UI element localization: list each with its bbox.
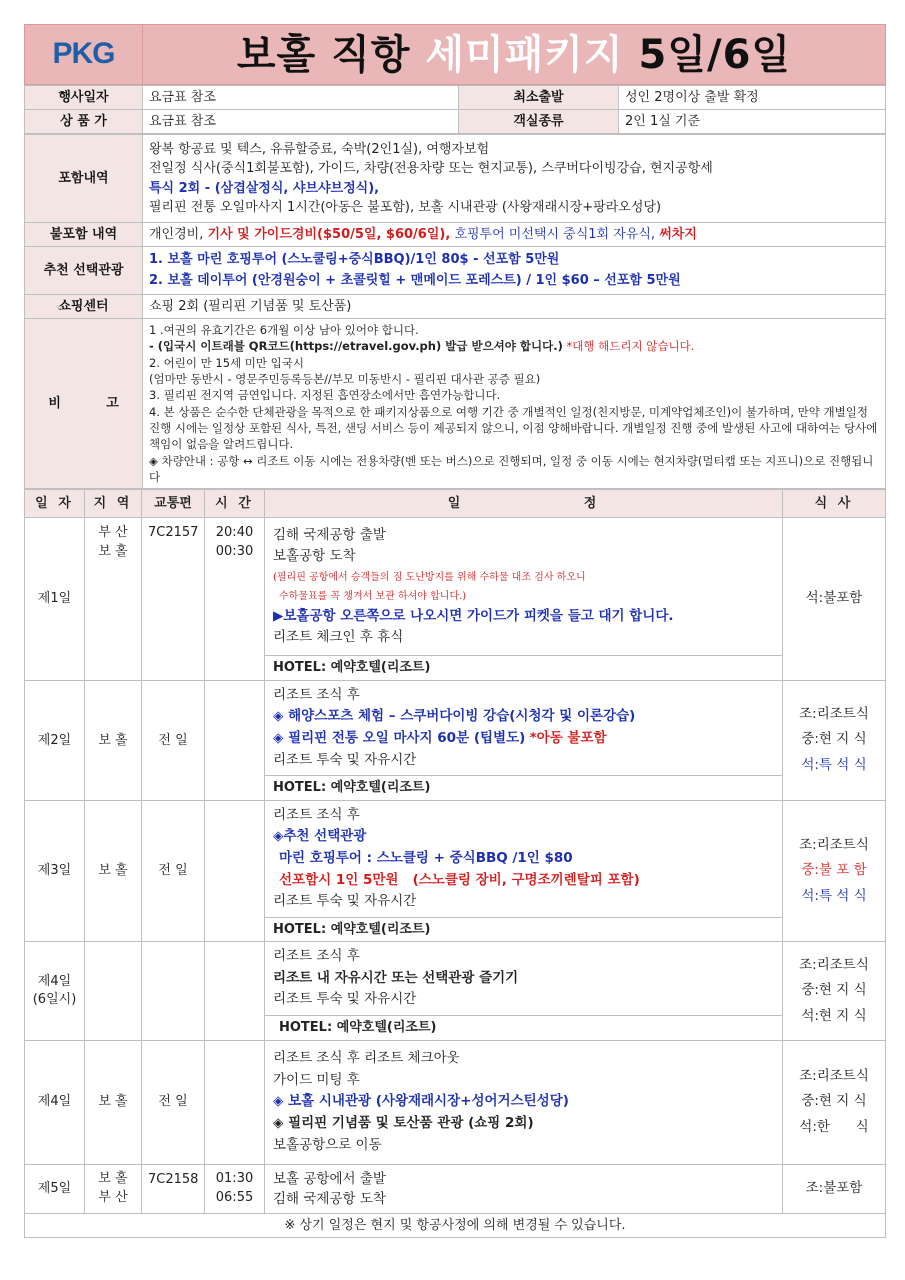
day4-6day-hotel: HOTEL: 예약호텔(리조트) [265, 1016, 783, 1041]
room-type-label: 객실종류 [459, 110, 619, 134]
day4-meal-2: 중:현 지 식 [801, 1093, 867, 1110]
note-2 [149, 338, 879, 354]
company-logo: PKG [25, 25, 143, 85]
day3-label: 제3일 [25, 800, 85, 942]
day1-meals [783, 518, 886, 681]
option-tour-label: 추천 선택관광 [25, 247, 143, 295]
day1-item-6: 리조트 체크인 후 휴식 [273, 629, 404, 646]
day2-time [205, 680, 265, 800]
details-table [24, 134, 886, 489]
date-value: 요금표 참조 [143, 86, 459, 110]
page-title [143, 25, 886, 85]
note-4: (엄마만 동반시 - 영문주민등록등본//부모 미동반시 - 필리핀 대사관 공증 필요) [149, 371, 541, 386]
shopping-label: 쇼핑센터 [25, 295, 143, 319]
day1-item-5: ▶보홀공항 오른쪽으로 나오시면 가이드가 피켓을 들고 대기 합니다. [273, 607, 674, 624]
header-table [24, 24, 886, 85]
day4-6day-item-2: 리조트 내 자유시간 또는 선택관광 즐기기 [273, 969, 519, 986]
day3-item-2: ◈추천 선택관광 [273, 828, 367, 845]
exclude-a: 개인경비, [149, 226, 204, 242]
day3-time [205, 800, 265, 942]
col-time: 시 간 [205, 490, 265, 518]
day2-item-4: 리조트 투숙 및 자유시간 [273, 751, 417, 768]
day3-item-1: 리조트 조식 후 [273, 806, 360, 823]
day1-label: 제1일 [25, 518, 85, 681]
day4-item-3: ◈ 보홀 시내관광 (사왕재래시장+성어거스틴성당) [273, 1093, 569, 1110]
day2-meals [783, 680, 886, 800]
info-table [24, 85, 886, 134]
day4-6day-transport [142, 942, 205, 1040]
note-7: ◈ 차량안내 : 공항 ↔ 리조트 이동 시에는 전용차량(벤 또는 버스)으로 진행되며, 일정 중 이동 시에는 현지차량(멀티캡 또는 지프니)으로 진행됩니다 [149, 453, 874, 484]
col-date: 일 자 [25, 490, 85, 518]
include-line-4: 필리핀 전통 오일마사지 1시간(아동은 불포함), 보홀 시내관광 (사왕재래시장+팡라오성당) [149, 200, 662, 215]
day4-6day-time [205, 942, 265, 1040]
exclude-c: 호핑투어 미선택시 중식1회 자유식, [454, 226, 656, 242]
day2-massage: ◈ 필리핀 전통 오일 마사지 60분 (팁별도) [273, 730, 526, 747]
note-1: 1 .여권의 유효기간은 6개월 이상 남아 있어야 합니다. [149, 323, 419, 337]
day3-schedule [265, 800, 783, 917]
price-value: 요금표 참조 [143, 110, 459, 134]
day3-item-4: 선포함시 1인 5만원 (스노클링 장비, 구명조끼렌탈피 포함) [279, 871, 640, 888]
day1-item-3: (필리핀 공항에서 승객들의 짐 도난방지를 위해 수하물 대조 검사 하오니 [273, 571, 586, 583]
day1-time: 20:40 00:30 [205, 518, 265, 681]
day3-meals [783, 800, 886, 942]
price-label: 상 품 가 [25, 110, 143, 134]
day4-6day-region [85, 942, 142, 1040]
day1-item-2: 보홀공항 도착 [273, 548, 356, 565]
day4-6day-item-3: 리조트 투숙 및 자유시간 [273, 991, 417, 1008]
option-tour-value [143, 247, 886, 295]
col-region: 지 역 [85, 490, 142, 518]
option-tour-2: 2. 보홀 데이투어 (안경원숭이 + 초콜릿힐 + 맨메이드 포레스트) / 1인 $60 – 선포함 5만원 [149, 272, 681, 288]
day1-schedule [265, 518, 783, 656]
day2-child-note: *아동 불포함 [529, 730, 607, 747]
day2-schedule [265, 680, 783, 775]
note-6: 4. 본 상품은 순수한 단체관광을 목적으로 한 패키지상품으로 여행 기간 중 개별적인 일정(친지방문, 미계약업체조인)이 불가하며, 만약 개별일정 진행 시에는 일정상 포함된 식사, 특전, 샌딩 서비스 등이 제공되지 않으니, 이점 양해바랍니다. 개별일정 진행 중에 발생된 사고에 대하여는 당사에 책임이 없음을 알려드립니다. [149, 404, 878, 452]
day1-region: 부 산 보 홀 [85, 518, 142, 681]
title-part-1: 보홀 직항 [236, 31, 411, 78]
day2-region: 보 홀 [85, 680, 142, 800]
day2-transport: 전 일 [142, 680, 205, 800]
day5-item-2: 김해 국제공항 도착 [273, 1190, 386, 1207]
day1-meal-1: 석:불포함 [805, 590, 863, 607]
footer-note: ※ 상기 일정은 현지 및 항공사정에 의해 변경될 수 있습니다. [25, 1214, 886, 1238]
day4-6day-meal-2: 중:현 지 식 [801, 982, 867, 999]
day1-item-4: 수하물표를 꼭 챙겨서 보관 하셔야 합니다.) [279, 590, 467, 602]
day3-meal-2: 중:불 포 함 [801, 862, 867, 879]
day4-schedule [265, 1040, 783, 1164]
date-label: 행사일자 [25, 86, 143, 110]
day5-transport: 7C2158 [142, 1164, 205, 1214]
exclude-value [143, 223, 886, 247]
include-label: 포함내역 [25, 135, 143, 223]
day3-meal-1: 조:리조트식 [799, 836, 869, 853]
day3-meal-3: 석:특 석 식 [801, 887, 867, 904]
exclude-label: 불포함 내역 [25, 223, 143, 247]
day3-item-5: 리조트 투숙 및 자유시간 [273, 893, 417, 910]
min-departure-label: 최소출발 [459, 86, 619, 110]
day3-transport: 전 일 [142, 800, 205, 942]
itinerary-page [24, 24, 886, 1238]
title-part-3: 5일/6일 [638, 31, 792, 78]
day1-hotel: HOTEL: 예약호텔(리조트) [265, 656, 783, 681]
day2-hotel: HOTEL: 예약호텔(리조트) [265, 776, 783, 801]
day4-label: 제4일 [25, 1040, 85, 1164]
notes-value [143, 319, 886, 489]
include-line-2: 전일정 식사(중식1회불포함), 가이드, 차량(전용차량 또는 현지교통), 스쿠버다이빙강습, 현지공항세 [149, 161, 713, 176]
day4-6day-meal-1: 조:리조트식 [799, 956, 869, 973]
note-3: 2. 어린이 만 15세 미만 입국시 [149, 355, 304, 370]
room-type-value: 2인 1실 기준 [619, 110, 886, 134]
note-2-warning: *대행 해드리지 않습니다. [566, 339, 695, 354]
day2-meal-2: 중:현 지 식 [801, 731, 867, 748]
min-departure-value: 성인 2명이상 출발 확정 [619, 86, 886, 110]
day2-meal-1: 조:리조트식 [799, 705, 869, 722]
day4-6day-label: 제4일 (6일시) [25, 942, 85, 1040]
day5-meal-1: 조:불포함 [805, 1180, 863, 1197]
option-tour-1: 1. 보홀 마린 호핑투어 (스노쿨링+중식BBQ)/1인 80$ - 선포함 5만원 [149, 252, 560, 268]
shopping-value: 쇼핑 2회 (필리핀 기념품 및 토산품) [143, 295, 886, 319]
exclude-d: 써차지 [659, 226, 697, 242]
day5-time: 01:30 06:55 [205, 1164, 265, 1214]
col-transport: 교통편 [142, 490, 205, 518]
day4-time [205, 1040, 265, 1164]
day5-schedule [265, 1164, 783, 1214]
day4-transport: 전 일 [142, 1040, 205, 1164]
day5-meals [783, 1164, 886, 1214]
day4-6day-item-1: 리조트 조식 후 [273, 948, 360, 965]
day4-6day-meal-3: 석:현 지 식 [801, 1007, 867, 1024]
day4-6day-schedule [265, 942, 783, 1016]
exclude-b: 기사 및 가이드경비($50/5일, $60/6일), [207, 226, 451, 242]
title-part-2: 세미패키지 [425, 31, 624, 78]
day1-transport: 7C2157 [142, 518, 205, 681]
day5-region: 보 홀 부 산 [85, 1164, 142, 1214]
day5-label: 제5일 [25, 1164, 85, 1214]
day2-item-3 [273, 728, 774, 750]
day3-region: 보 홀 [85, 800, 142, 942]
schedule-table [24, 489, 886, 1238]
note-5: 3. 필리핀 전지역 금연입니다. 지정된 흡연장소에서만 흡연가능합니다. [149, 388, 501, 403]
day1-item-1: 김해 국제공항 출발 [273, 526, 386, 543]
day4-region: 보 홀 [85, 1040, 142, 1164]
day2-item-1: 리조트 조식 후 [273, 686, 360, 703]
day4-meals [783, 1040, 886, 1164]
day2-item-2: ◈ 해양스포츠 체험 – 스쿠버다이빙 강습(시청각 및 이론강습) [273, 708, 636, 725]
day4-item-2: 가이드 미팅 후 [273, 1071, 360, 1088]
day4-item-1: 리조트 조식 후 리조트 체크아웃 [273, 1050, 460, 1067]
day2-label: 제2일 [25, 680, 85, 800]
note-2-text: - (입국시 이트래블 QR코드(https://etravel.gov.ph) 발급 받으셔야 합니다.) [149, 339, 563, 354]
notes-label: 비 고 [25, 319, 143, 489]
day2-meal-3: 석:특 석 식 [801, 757, 867, 774]
day4-item-5: 보홀공항으로 이동 [273, 1136, 382, 1153]
day4-meal-1: 조:리조트식 [799, 1067, 869, 1084]
day3-hotel: HOTEL: 예약호텔(리조트) [265, 917, 783, 942]
day5-item-1: 보홀 공항에서 출발 [273, 1170, 386, 1187]
include-value [143, 135, 886, 223]
include-line-1: 왕복 항공료 및 텍스, 유류할증료, 숙박(2인1실), 여행자보험 [149, 141, 490, 157]
col-meal: 식 사 [783, 490, 886, 518]
day4-meal-3: 석:한 식 [799, 1118, 869, 1135]
day4-6day-meals [783, 942, 886, 1040]
day4-item-4: ◈ 필리핀 기념품 및 토산품 관광 (쇼핑 2회) [273, 1114, 534, 1131]
col-schedule: 일 정 [265, 490, 783, 518]
include-line-3: 특식 2회 - (삼겹살정식, 샤브샤브정식), [149, 180, 380, 196]
day3-item-3: 마린 호핑투어 : 스노클링 + 중식BBQ /1인 $80 [279, 849, 573, 866]
